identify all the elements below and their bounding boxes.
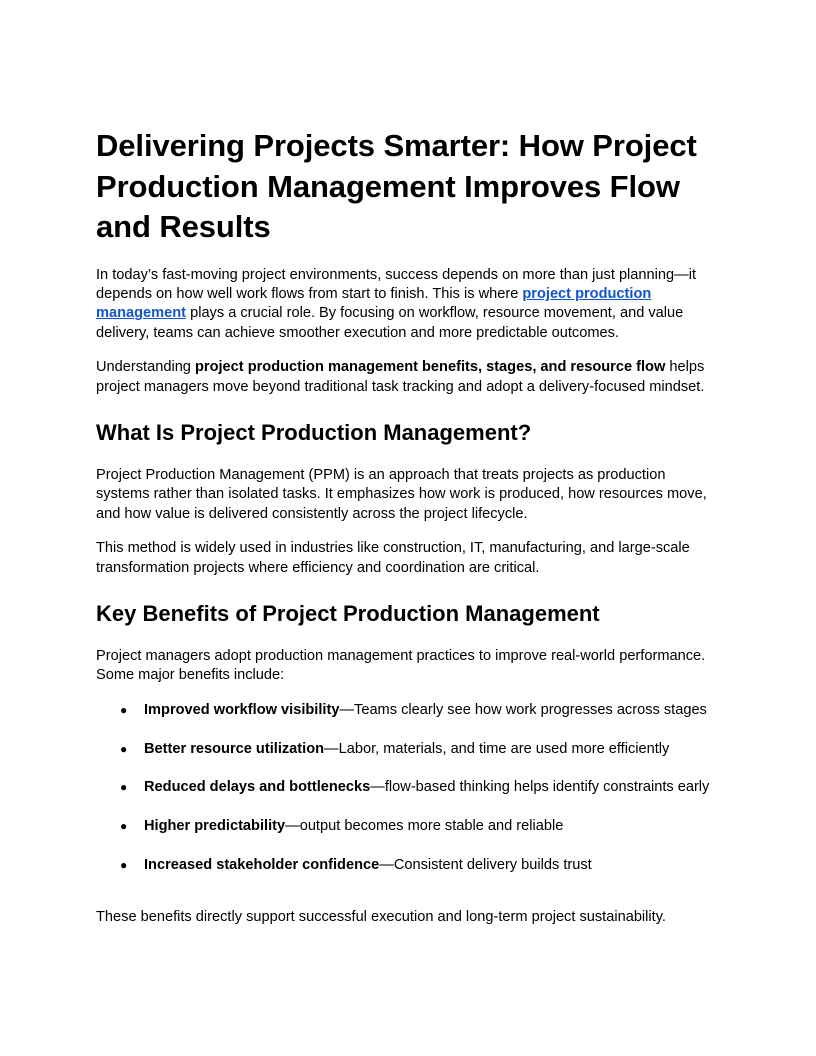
bullet-icon: ● <box>120 857 128 872</box>
understanding-bold-text: project production management benefits, stages, and resource flow <box>194 359 666 376</box>
intro-text-before-link: In today’s fast-moving project environments, success depends on more than just planning—it depends on how well work flows from start to finish. This is where <box>96 266 697 302</box>
benefit-description: —output becomes more stable and reliable <box>285 818 564 835</box>
bullet-icon: ● <box>120 741 128 756</box>
project-production-management-link[interactable]: project production management <box>96 285 652 322</box>
section-heading-what-is-ppm: What Is Project Production Management? <box>96 419 532 445</box>
list-item <box>96 817 720 836</box>
benefits-closing-paragraph: These benefits directly support successful execution and long-term project sustainability. <box>96 909 666 926</box>
list-item <box>96 856 720 875</box>
ppm-industries-paragraph: This method is widely used in industries like construction, IT, manufacturing, and large-scale transformation projects where efficiency and coordination are critical. <box>96 540 690 576</box>
benefits-list <box>96 701 720 876</box>
bullet-icon: ● <box>120 780 128 795</box>
benefit-description: —Labor, materials, and time are used more efficiently <box>324 740 670 757</box>
bullet-icon: ● <box>120 702 128 717</box>
understanding-paragraph <box>96 358 720 397</box>
document-title: Delivering Projects Smarter: How Project Production Management Improves Flow and Results <box>96 128 697 244</box>
benefit-title: Higher predictability <box>144 818 286 835</box>
ppm-definition-paragraph: Project Production Management (PPM) is an approach that treats projects as production systems rather than isolated tasks. It emphasizes how work is produced, how resources move, and how value is delivered consistently across the project lifecycle. <box>96 466 707 522</box>
document-page <box>96 126 720 928</box>
understanding-text-before-bold: Understanding <box>96 359 195 376</box>
benefit-title: Reduced delays and bottlenecks <box>144 779 371 796</box>
intro-text-after-link: plays a crucial role. By focusing on workflow, resource movement, and value delivery, teams can achieve smoother execution and more predictable outcomes. <box>96 305 684 341</box>
list-item <box>96 778 720 797</box>
benefit-description: —Teams clearly see how work progresses across stages <box>339 701 707 718</box>
list-item <box>96 740 720 759</box>
benefit-title: Improved workflow visibility <box>144 701 340 718</box>
section-heading-key-benefits: Key Benefits of Project Production Management <box>96 600 600 626</box>
benefit-description: —flow-based thinking helps identify constraints early <box>370 779 710 796</box>
list-item <box>96 701 720 720</box>
understanding-text-after-bold: helps project managers move beyond traditional task tracking and adopt a delivery-focused mindset. <box>96 359 705 395</box>
bullet-icon: ● <box>120 819 128 834</box>
benefits-intro-paragraph: Project managers adopt production management practices to improve real-world performance. Some major benefits include: <box>96 647 706 684</box>
benefit-title: Increased stakeholder confidence <box>144 856 380 873</box>
benefit-title: Better resource utilization <box>144 740 325 757</box>
benefit-description: —Consistent delivery builds trust <box>379 856 592 873</box>
intro-paragraph <box>96 266 720 344</box>
